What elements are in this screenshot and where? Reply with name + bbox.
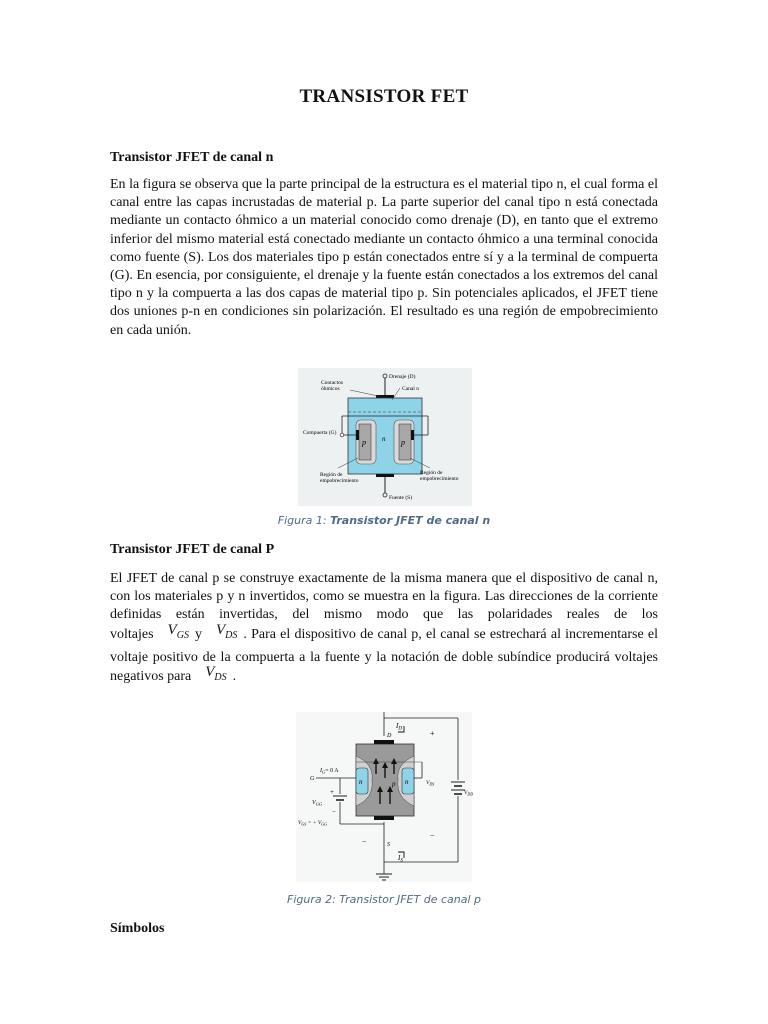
section-heading-jfet-n: Transistor JFET de canal n — [110, 150, 274, 165]
figure-1-caption — [0, 514, 768, 527]
label-source: Fuente (S) — [389, 495, 413, 501]
fig2-label-ig-val: = 0 A — [325, 768, 339, 774]
fig2-label-vds-main: V — [426, 780, 430, 786]
paragraph-jfet-p-conj: y — [194, 626, 202, 642]
fig2-label-d: D — [387, 733, 392, 739]
fig2-label-vds-sub: DS — [429, 781, 435, 787]
paragraph-jfet-p — [110, 570, 658, 691]
fig2-label-p: p — [392, 780, 396, 788]
vds-symbol-2-sub: DS — [214, 672, 227, 684]
fig2-label-minus-3: − — [362, 837, 367, 846]
fig2-label-vdd — [464, 790, 473, 797]
fig2-label-vgs-eq-sub2: GG — [321, 821, 327, 827]
fig2-label-vdd-main: V — [464, 790, 468, 796]
fig2-label-vgs-eq — [298, 820, 327, 827]
fig2-label-ig — [319, 768, 339, 775]
vds-symbol — [215, 621, 238, 641]
vgs-symbol-main: V — [167, 621, 177, 638]
label-depletion-left-1: Región de — [320, 472, 343, 478]
label-depletion-right-1: Región de — [420, 470, 443, 476]
paragraph-jfet-p-text-2: . Para el dispositivo de canal p, el canal se estrechará al incrementarse el voltaje positivo de la compuerta a la fuente y la notación de doble subíndice producirá voltajes negativos para — [110, 626, 658, 685]
label-depletion-left-2: empobrecimiento — [320, 478, 359, 484]
paragraph-jfet-p-text-3: . — [232, 669, 237, 685]
fig2-label-vgg-sub: GG — [315, 801, 323, 807]
fig2-label-is-main: I — [398, 854, 401, 862]
fig2-label-ig-main: I — [320, 768, 322, 774]
vgs-symbol-sub: GS — [176, 629, 189, 641]
label-gate: Compuerta (G) — [303, 430, 337, 436]
fig2-label-vgs-eq-rest: = + V — [306, 820, 322, 826]
paragraph-jfet-n: En la figura se observa que la parte principal de la estructura es el material tipo n, el cual forma el canal entre las capas incrustadas de material p. La parte superior del canal tipo n está conectada mediante un contacto óhmico a un material conocido como drenaje (D), en tanto que el extremo inferior del mismo material está conectado mediante un contacto óhmico a una terminal conocida como fuente (S). Los dos materiales tipo p están conectados entre sí y a la terminal de compuerta (G). En esencia, por consiguiente, el drenaje y la fuente están conectados a los extremos del canal tipo n y la compuerta a las dos capas de material tipo p. Sin potenciales aplicados, el JFET tiene dos uniones p-n en condiciones sin polarización. El resultado es una región de empobrecimiento en cada unión. — [110, 177, 658, 338]
paragraph-jfet-p-text-1: El JFET de canal p se construye exactamente de la misma manera que el dispositivo de canal n, con los materiales p y n invertidos, como se muestra en la figura. Las direcciones de la corriente definidas están invertidas, del mismo modo que las polaridades reales de los voltajes — [110, 571, 658, 642]
label-depletion-right-2: empobrecimiento — [420, 476, 459, 482]
vds-symbol-sub: DS — [225, 629, 238, 641]
section-heading-symbols: Símbolos — [110, 921, 165, 936]
figure-jfet-p-channel — [296, 712, 472, 882]
figure-jfet-n-channel — [298, 368, 472, 506]
vds-symbol-2-main: V — [205, 664, 215, 681]
figure-1-caption-title: Transistor JFET de canal n — [330, 514, 491, 527]
fig2-label-plus-1: + — [430, 729, 435, 738]
fig2-label-vgs-eq-sub: GS — [301, 821, 307, 827]
vds-symbol-main: V — [215, 621, 226, 638]
label-contacts-2: óhmicos — [321, 386, 340, 392]
fig2-label-n-right: n — [405, 778, 409, 786]
fig2-label-s: S — [387, 842, 390, 848]
figure-1-caption-prefix: Figura 1: — [277, 514, 331, 527]
label-contacts-1: Contactos — [321, 380, 343, 386]
fig2-label-ig-sub: G — [322, 769, 326, 775]
fig2-label-plus-2: + — [330, 788, 334, 796]
fig2-label-g: G — [310, 776, 315, 782]
fig2-label-id-sub: D — [398, 726, 402, 732]
section-heading-jfet-p: Transistor JFET de canal P — [110, 542, 275, 557]
fig2-label-minus-1: − — [332, 808, 336, 816]
fig2-label-vds — [426, 780, 434, 787]
fig2-label-vgs-eq-main: V — [298, 820, 302, 826]
fig2-label-vdd-sub: DD — [467, 791, 474, 797]
fig2-label-minus-2: − — [430, 831, 435, 840]
vds-symbol-2 — [205, 664, 227, 684]
figure-2-caption: Figura 2: Transistor JFET de canal p — [287, 893, 481, 906]
label-drain: Drenaje (D) — [389, 374, 416, 380]
fig2-label-n-left: n — [359, 778, 363, 786]
label-p-right: p — [401, 438, 405, 447]
label-channel: Canal n — [402, 386, 419, 392]
fig2-label-is-sub: S — [400, 858, 403, 864]
vgs-symbol — [167, 621, 189, 641]
fig2-label-vgg-main: V — [312, 800, 316, 806]
fig2-label-id-main: I — [396, 722, 399, 730]
label-n: n — [382, 435, 386, 443]
page-title: TRANSISTOR FET — [299, 86, 469, 107]
label-p-left: p — [362, 438, 366, 447]
fig2-label-vgg — [312, 800, 323, 807]
